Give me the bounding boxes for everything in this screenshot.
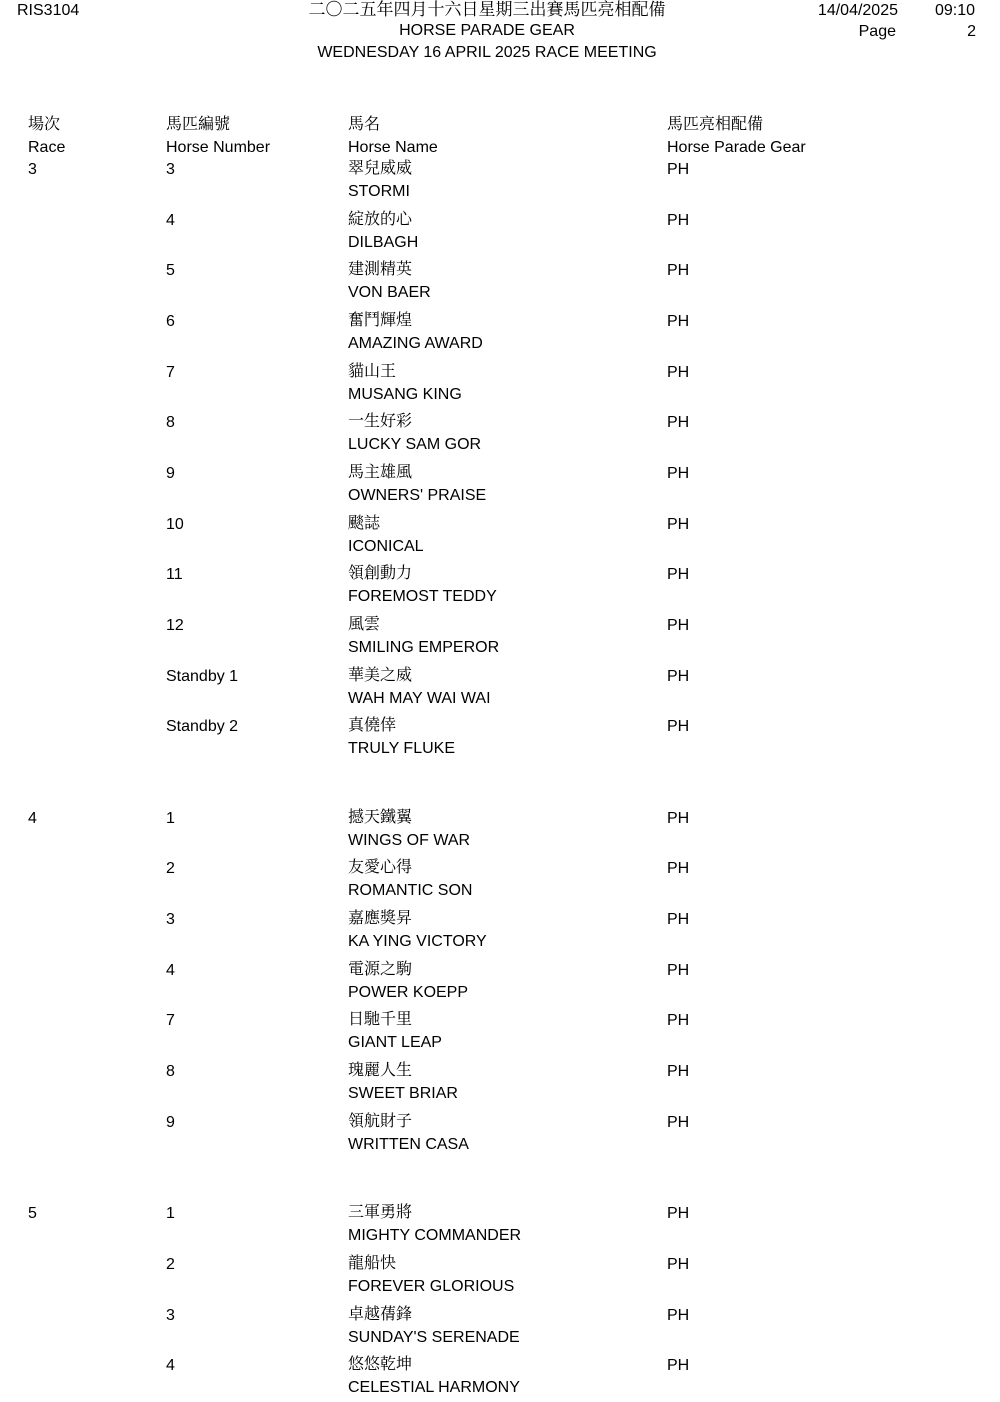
- horse-name-en: LUCKY SAM GOR: [348, 436, 482, 453]
- report-subtitle: WEDNESDAY 16 APRIL 2025 RACE MEETING: [317, 44, 657, 61]
- horse-gear: PH: [667, 962, 690, 979]
- page-number: 2: [967, 23, 976, 40]
- horse-number: 7: [166, 1012, 175, 1029]
- horse-gear: PH: [667, 516, 690, 533]
- horse-name-zh: 貓山王: [348, 363, 397, 380]
- page-label: Page: [858, 23, 896, 40]
- horse-number: 1: [166, 810, 175, 827]
- report-code: RIS3104: [17, 2, 80, 19]
- col-race-zh: 場次: [28, 116, 61, 133]
- horse-name-zh: 瑰麗人生: [348, 1062, 413, 1079]
- horse-number: 4: [166, 1357, 175, 1374]
- horse-name-zh: 風雲: [348, 616, 381, 633]
- race-number: 3: [28, 161, 37, 178]
- horse-number: Standby 2: [166, 718, 239, 735]
- report-title-zh: 二〇二五年四月十六日星期三出賽馬匹亮相配備: [308, 0, 666, 19]
- horse-name-en: MIGHTY COMMANDER: [348, 1227, 522, 1244]
- horse-number: 3: [166, 911, 175, 928]
- horse-number: 4: [166, 962, 175, 979]
- horse-name-zh: 撼天鐵翼: [348, 809, 413, 826]
- horse-gear: PH: [667, 313, 690, 330]
- horse-gear: PH: [667, 617, 690, 634]
- horse-name-en: KA YING VICTORY: [348, 933, 487, 950]
- horse-name-en: OWNERS' PRAISE: [348, 487, 487, 504]
- horse-gear: PH: [667, 414, 690, 431]
- race-number: 4: [28, 810, 37, 827]
- horse-name-en: ICONICAL: [348, 538, 424, 555]
- print-date: 14/04/2025: [817, 2, 898, 19]
- horse-number: 11: [166, 566, 183, 583]
- horse-name-zh: 領創動力: [348, 565, 413, 582]
- horse-name-zh: 悠悠乾坤: [348, 1356, 413, 1373]
- horse-gear: PH: [667, 465, 690, 482]
- horse-number: 2: [166, 1256, 175, 1273]
- horse-number: 12: [166, 617, 184, 634]
- horse-name-zh: 颷誌: [348, 515, 381, 532]
- horse-name-en: SUNDAY'S SERENADE: [348, 1329, 520, 1346]
- horse-number: 9: [166, 465, 175, 482]
- horse-gear: PH: [667, 1307, 690, 1324]
- horse-gear: PH: [667, 1012, 690, 1029]
- horse-name-zh: 電源之駒: [348, 961, 413, 978]
- horse-name-en: SMILING EMPEROR: [348, 639, 500, 656]
- horse-name-en: SWEET BRIAR: [348, 1085, 458, 1102]
- horse-gear: PH: [667, 364, 690, 381]
- horse-gear: PH: [667, 911, 690, 928]
- horse-gear: PH: [667, 1063, 690, 1080]
- horse-name-zh: 馬主雄風: [348, 464, 413, 481]
- horse-name-zh: 卓越蒨鋒: [348, 1306, 413, 1323]
- horse-gear: PH: [667, 860, 690, 877]
- horse-name-zh: 日馳千里: [348, 1011, 413, 1028]
- horse-name-en: STORMI: [348, 183, 410, 200]
- horse-gear: PH: [667, 810, 690, 827]
- horse-gear: PH: [667, 161, 690, 178]
- horse-name-zh: 奮鬥輝煌: [348, 312, 413, 329]
- horse-name-zh: 建測精英: [348, 261, 413, 278]
- print-time: 09:10: [934, 2, 975, 19]
- horse-name-en: GIANT LEAP: [348, 1034, 442, 1051]
- col-gear-zh: 馬匹亮相配備: [667, 116, 764, 133]
- col-gear-en: Horse Parade Gear: [667, 139, 806, 156]
- horse-gear: PH: [667, 1205, 690, 1222]
- horse-name-en: MUSANG KING: [348, 386, 462, 403]
- horse-name-en: WAH MAY WAI WAI: [348, 690, 491, 707]
- horse-name-zh: 綻放的心: [348, 211, 413, 228]
- horse-name-en: DILBAGH: [348, 234, 419, 251]
- horse-gear: PH: [667, 262, 690, 279]
- horse-name-zh: 領航財子: [348, 1113, 413, 1130]
- horse-name-zh: 友愛心得: [348, 859, 413, 876]
- horse-name-zh: 龍船快: [348, 1255, 397, 1272]
- horse-number: Standby 1: [166, 668, 239, 685]
- horse-name-en: WRITTEN CASA: [348, 1136, 469, 1153]
- horse-number: 6: [166, 313, 175, 330]
- horse-name-en: AMAZING AWARD: [348, 335, 483, 352]
- horse-name-zh: 嘉應獎昇: [348, 910, 413, 927]
- col-number-en: Horse Number: [166, 139, 271, 156]
- horse-number: 1: [166, 1205, 175, 1222]
- report-title-en: HORSE PARADE GEAR: [399, 22, 575, 39]
- horse-gear: PH: [667, 1256, 690, 1273]
- horse-number: 8: [166, 1063, 175, 1080]
- horse-name-zh: 真僥倖: [348, 717, 397, 734]
- horse-gear: PH: [667, 1114, 690, 1131]
- col-name-zh: 馬名: [348, 116, 381, 133]
- horse-name-zh: 翠兒威威: [348, 160, 413, 177]
- horse-number: 9: [166, 1114, 175, 1131]
- horse-name-en: POWER KOEPP: [348, 984, 469, 1001]
- horse-gear: PH: [667, 718, 690, 735]
- horse-number: 2: [166, 860, 175, 877]
- horse-name-en: FOREMOST TEDDY: [348, 588, 497, 605]
- horse-number: 7: [166, 364, 175, 381]
- horse-number: 10: [166, 516, 184, 533]
- horse-number: 5: [166, 262, 175, 279]
- horse-gear: PH: [667, 1357, 690, 1374]
- horse-name-zh: 三軍勇將: [348, 1204, 413, 1221]
- horse-name-en: TRULY FLUKE: [348, 740, 455, 757]
- horse-name-zh: 華美之威: [348, 667, 413, 684]
- horse-gear: PH: [667, 668, 690, 685]
- horse-number: 8: [166, 414, 175, 431]
- race-number: 5: [28, 1205, 37, 1222]
- horse-name-en: CELESTIAL HARMONY: [348, 1379, 520, 1396]
- horse-number: 4: [166, 212, 175, 229]
- horse-name-en: ROMANTIC SON: [348, 882, 473, 899]
- horse-name-en: VON BAER: [348, 284, 431, 301]
- horse-number: 3: [166, 161, 175, 178]
- col-number-zh: 馬匹編號: [166, 116, 231, 133]
- horse-gear: PH: [667, 566, 690, 583]
- col-name-en: Horse Name: [348, 139, 438, 156]
- horse-number: 3: [166, 1307, 175, 1324]
- horse-name-zh: 一生好彩: [348, 413, 413, 430]
- horse-name-en: FOREVER GLORIOUS: [348, 1278, 515, 1295]
- col-race-en: Race: [28, 139, 66, 156]
- horse-gear: PH: [667, 212, 690, 229]
- horse-name-en: WINGS OF WAR: [348, 832, 471, 849]
